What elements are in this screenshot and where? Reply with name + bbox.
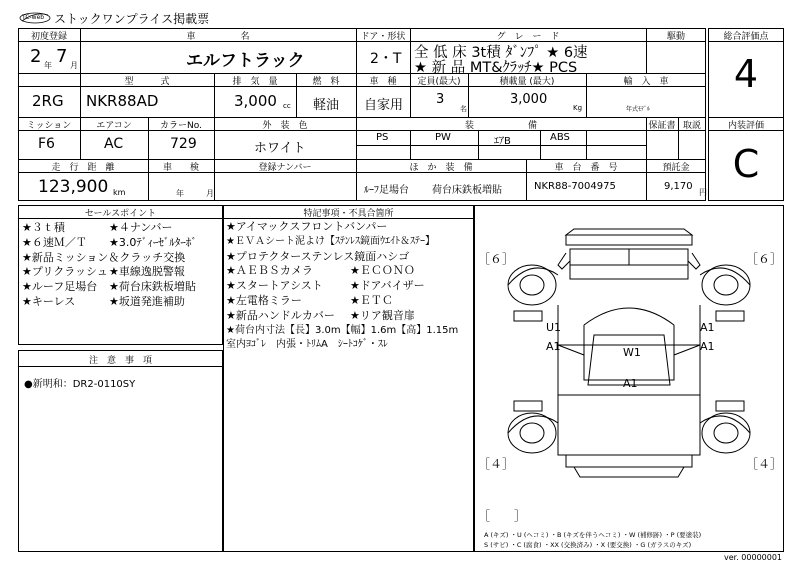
inspection-year: 年 — [176, 189, 184, 198]
drive-caption: 駆動 — [666, 32, 685, 42]
model-prefix-value: 2RG — [32, 92, 64, 110]
fuel-value: 軽油 — [313, 98, 340, 113]
list-item: ★６速Ｍ／Ｔ ★3.0ﾃﾞｨｰｾﾞﾙﾀｰﾎﾞ — [22, 235, 197, 249]
version-label: ver. 00000001 — [724, 553, 783, 562]
damage-mark-a1-left: A1 — [546, 340, 561, 353]
equip-pw: PW — [435, 132, 451, 143]
list-item: ★プロテクターステンレス鏡面ハシゴ — [226, 249, 410, 263]
import-caption: 輸 入 車 — [623, 77, 669, 87]
month-value: 7 — [56, 46, 68, 67]
warranty-caption: 保証書 — [648, 121, 676, 131]
list-item: ★３ｔ積 ★４ナンバー — [22, 221, 173, 234]
door-caption: ドア・形状 — [360, 32, 406, 42]
vehicle-type-value: 自家用 — [364, 98, 404, 113]
car-name-value: エルフトラック — [186, 51, 305, 71]
list-item: ★ＡＥＢＳカメラ ★ＥＣＯＮＯ — [226, 264, 415, 278]
load-value: 3,000 — [510, 92, 548, 107]
interior-score-caption: 内装評価 — [727, 121, 764, 131]
manual-caption: 取説 — [682, 121, 701, 131]
list-item: ★荷台内寸法【長】3.0m【幅】1.6m【高】1.15m — [226, 324, 459, 336]
grade-caption: グ レ ー ド — [496, 32, 560, 42]
front-left-tire-icon — [508, 265, 556, 305]
other-equipment-caption: ほ か 装 備 — [409, 163, 473, 173]
page-title: ストックワンプライス掲載票 — [54, 12, 210, 26]
inspection-month: 月 — [206, 189, 214, 198]
color-no-caption: カラーNo. — [160, 121, 202, 131]
spare-tire-label: ［ ］ — [478, 509, 527, 523]
year-unit: 年 — [44, 61, 52, 70]
damage-mark-a1-right-top: A1 — [700, 321, 715, 334]
model-value: NKR88AD — [86, 92, 159, 110]
displacement-caption: 排 気 量 — [232, 77, 278, 87]
reg-number-caption: 登録ナンバー — [258, 163, 312, 173]
other-equip-2: 荷台床鉄板増貼 — [432, 185, 502, 196]
price-caption: 預託金 — [662, 163, 690, 173]
damage-mark-w1: W1 — [623, 346, 641, 359]
equip-ps: PS — [376, 132, 389, 143]
fuel-caption: 燃 料 — [312, 77, 340, 87]
tire-rear-right-label: ［４］ — [746, 457, 783, 471]
aircon-caption: エアコン — [96, 121, 132, 131]
list-item: ★プリクラッシュ★車線逸脱警報 — [22, 265, 185, 279]
model-caption: 型 式 — [124, 77, 170, 87]
list-item: ★新品ハンドルカバー ★リア観音扉 — [226, 308, 415, 322]
list-item: ★アイマックスフロントバンパー — [226, 220, 388, 233]
import-model: 年式ﾓﾃﾞﾙ — [626, 106, 651, 113]
equip-airbag: ｴｱB — [494, 136, 511, 147]
tire-front-right-label: ［６］ — [746, 252, 783, 266]
grade-line1: 全 低 床 3t積 ﾀﾞﾝﾌﾟ ★ 6速 — [414, 45, 588, 61]
vehicle-info-table — [18, 28, 706, 201]
damage-mark-u1: U1 — [546, 321, 562, 334]
first-reg-caption: 初度登録 — [30, 32, 67, 42]
list-item: ★スタートアシスト ★ドアバイザー — [226, 279, 425, 293]
mileage-value: 123,900 — [38, 177, 109, 197]
sales-points-caption: セールスポイント — [84, 209, 157, 219]
list-item: ★新品ミッション＆クラッチ交換 — [22, 250, 186, 264]
color-no-value: 729 — [170, 136, 197, 152]
price-unit: 円 — [699, 188, 707, 197]
sales-points-list — [22, 221, 222, 310]
capacity-value: 3 — [436, 92, 445, 107]
load-caption: 積載量 (最大) — [499, 77, 555, 87]
capacity-unit: 名 — [460, 105, 467, 113]
mission-caption: ミッション — [26, 121, 72, 131]
grade-line2: ★ 新 品 MT&ｸﾗｯﾁ★ PCS — [414, 60, 578, 76]
list-item: 室内ﾖｺﾞﾚ 内張・ﾄﾘﾑA ｼｰﾄｺｹﾞ・ｽﾚ — [226, 339, 388, 351]
displacement-unit: cc — [283, 102, 291, 110]
legend-line-2: S (サビ) ・C (腐食) ・XX (交換済み) ・X (要交換) ・G (ガラスのキズ) — [484, 541, 692, 549]
door-value: 2・T — [370, 51, 402, 67]
car-name-caption: 車 名 — [186, 32, 250, 42]
mileage-caption: 走 行 距 離 — [51, 163, 115, 173]
rear-right-tire-icon — [702, 413, 750, 453]
capacity-caption: 定員(最大) — [417, 77, 461, 87]
logo-text: TC-web — [22, 14, 45, 21]
overall-score-caption: 総合評価点 — [723, 32, 769, 42]
special-notes-caption: 特記事項・不具合箇所 — [303, 209, 394, 219]
mileage-unit: km — [113, 188, 126, 197]
overall-score-value: 4 — [733, 52, 759, 96]
equipment-caption: 装 備 — [464, 121, 537, 131]
rear-left-tire-icon — [508, 413, 556, 453]
interior-score-value: C — [732, 142, 760, 186]
chassis-value: NKR88-7004975 — [534, 181, 616, 192]
vehicle-type-caption: 車 種 — [369, 77, 397, 87]
damage-mark-a1-right: A1 — [700, 340, 715, 353]
cautions-caption: 注 意 事 項 — [88, 356, 152, 366]
aircon-value: AC — [104, 136, 124, 152]
year-value: 2 — [30, 46, 42, 67]
list-item: ★キーレス ★坂道発進補助 — [22, 294, 185, 308]
other-equip-1: ﾙｰﾌ足場台 — [364, 185, 409, 196]
tire-front-left-label: ［６］ — [478, 252, 515, 266]
damage-mark-a1-center: A1 — [623, 377, 638, 390]
logo — [18, 9, 52, 25]
list-item: ★ルーフ足場台 ★荷台床鉄板増貼 — [22, 280, 196, 294]
legend-line-1: A (キズ) ・U (ヘコミ) ・B (キズを伴うヘコミ) ・W (補修跡) ・P (要塗装) — [484, 531, 702, 539]
ext-color-caption: 外 装 色 — [262, 121, 308, 131]
ext-color-value: ホワイト — [254, 141, 306, 156]
mission-value: F6 — [38, 136, 55, 152]
front-right-tire-icon — [702, 265, 750, 305]
equip-abs: ABS — [550, 132, 570, 143]
list-item: ★左電格ミラー ★ＥＴＣ — [226, 293, 393, 307]
load-unit: Kg — [573, 104, 583, 112]
special-notes-list — [226, 220, 472, 353]
list-item: ★ＥＶＡシート泥よけ【ｽﾃﾝﾚｽ鏡面ｳｴｲﾄ＆ｽﾃｰ】 — [226, 235, 435, 247]
displacement-value: 3,000 — [234, 92, 277, 110]
tire-rear-left-label: ［４］ — [478, 457, 515, 471]
month-unit: 月 — [70, 61, 78, 70]
chassis-caption: 車 台 番 号 — [554, 163, 618, 173]
inspection-caption: 車 検 — [162, 163, 199, 173]
caution-item: ●新明和：DR2-0110SY — [24, 379, 136, 390]
price-value: 9,170 — [664, 181, 693, 192]
